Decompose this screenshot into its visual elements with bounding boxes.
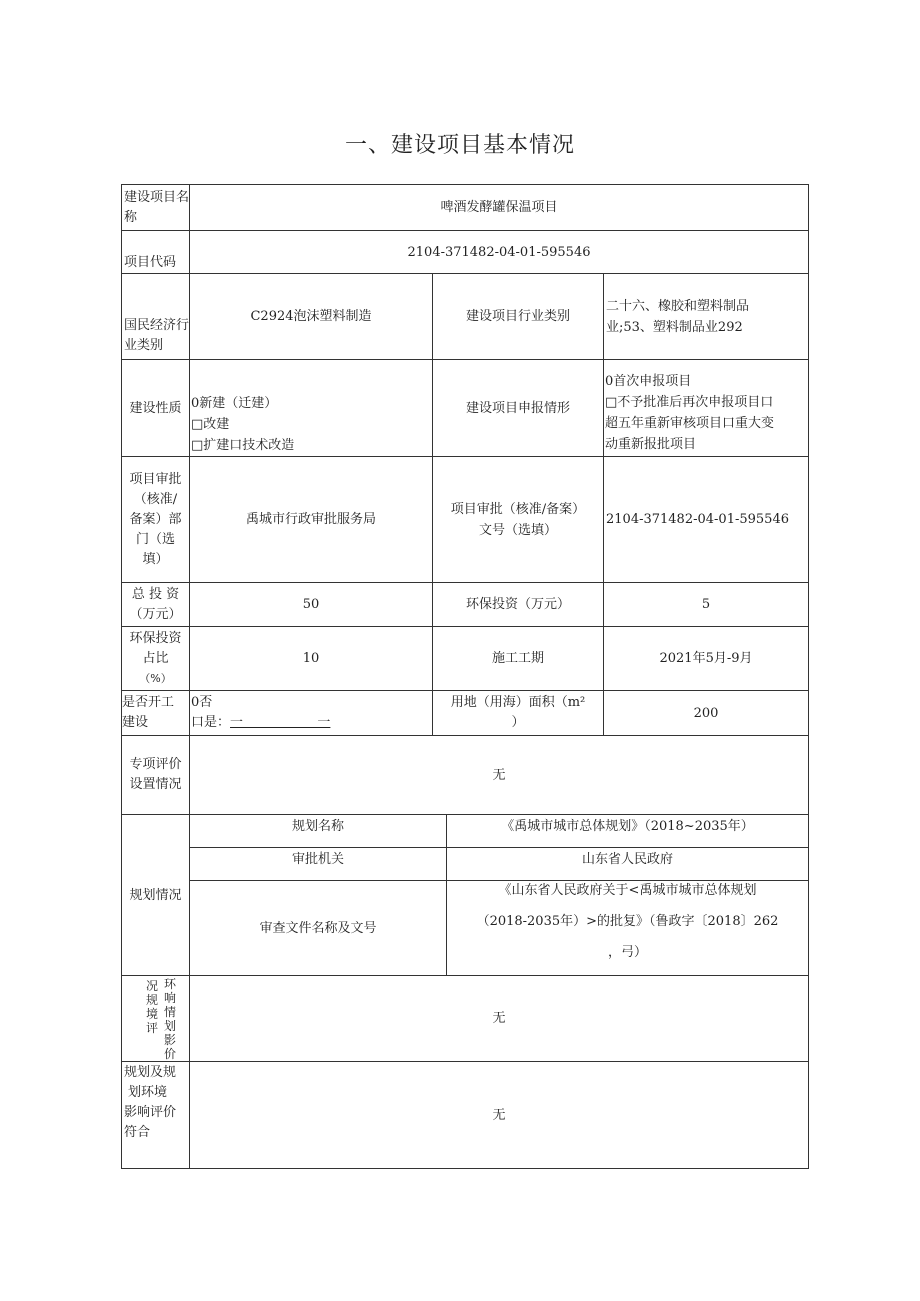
nature-options — [190, 393, 432, 456]
industry-category-value — [604, 274, 808, 359]
review-doc-value — [447, 881, 808, 975]
nature-option-expand: □扩建口技术改造 — [191, 438, 295, 453]
nature-option-rebuild: □改建 — [191, 417, 230, 432]
started-date-blank: 一 一 — [230, 715, 331, 730]
declare-line: 0首次申报项目 — [605, 374, 692, 389]
env-investment-label: 环保投资（万元） — [465, 597, 570, 612]
declare-line: 动重新报批项目 — [605, 437, 697, 452]
review-doc-line: （2018-2035年）>的批复》（鲁政字〔2018〕262 — [476, 914, 779, 929]
approval-dept-label: 项目审批 （核准/ 备案）部 门（选 填） — [129, 471, 182, 567]
land-area-value: 200 — [693, 705, 719, 721]
land-area-label: 用地（用海）面积（m² ） — [450, 695, 586, 730]
conformity-value: 无 — [492, 1107, 506, 1123]
started-options — [190, 693, 432, 735]
approval-dept-value: 禹城市行政审批服务局 — [245, 512, 376, 527]
project-code-label: 项目代码 — [124, 255, 177, 270]
review-doc-line: ，弓） — [607, 945, 647, 960]
total-investment-value: 50 — [302, 597, 320, 612]
page-title: 一、建设项目基本情况 — [344, 133, 575, 158]
project-name-value: 啤酒发酵罐保温项目 — [440, 200, 558, 215]
env-ratio-label: 环保投资 占比 （%） — [129, 630, 182, 685]
industry-category-label: 建设项目行业类别 — [465, 309, 570, 324]
construction-period-value: 2021年5月-9月 — [659, 651, 753, 666]
declare-label: 建设项目申报情形 — [465, 400, 570, 416]
industry-category-line: 二十六、橡胶和塑料制品 — [606, 298, 750, 314]
industry-label: 国民经济行业类别 — [124, 318, 190, 353]
started-label: 是否开工 建设 — [122, 695, 175, 730]
industry-value: C2924泡沫塑料制造 — [250, 309, 372, 324]
env-investment-value: 5 — [701, 597, 711, 612]
special-eval-value: 无 — [492, 767, 506, 783]
plan-env-label-col: 况 规 境 评 — [146, 979, 159, 1035]
plan-env-value: 无 — [492, 1011, 506, 1026]
plan-env-label — [146, 977, 190, 1061]
rule — [808, 184, 809, 1169]
planning-label: 规划情况 — [129, 887, 182, 903]
special-eval-label: 专项评价 设置情况 — [129, 757, 182, 792]
nature-label: 建设性质 — [129, 400, 182, 416]
review-doc-line: 《山东省人民政府关于<禹城市城市总体规划 — [498, 883, 757, 898]
construction-period-label: 施工工期 — [491, 651, 544, 666]
review-doc-label: 审查文件名称及文号 — [259, 920, 377, 936]
declare-options — [604, 371, 808, 455]
env-ratio-value: 10 — [302, 651, 320, 666]
plan-env-label-col: 环 响 情 划 影 价 — [164, 977, 177, 1061]
started-option-yes: 口是：一 一 — [191, 715, 331, 730]
planning-name-value: 《禹城市城市总体规划》（2018~2035年） — [501, 818, 754, 834]
nature-option-new: 0新建（迁建） — [191, 396, 278, 411]
total-investment-label: 总 投 资 （万元） — [129, 586, 182, 622]
project-code-value: 2104-371482-04-01-595546 — [407, 244, 591, 260]
planning-name-label: 规划名称 — [291, 818, 344, 834]
approval-doc-value: 2104-371482-04-01-595546 — [606, 512, 789, 527]
rule — [121, 1168, 809, 1169]
approval-org-value: 山东省人民政府 — [581, 851, 673, 867]
conformity-label: 规划及规 划环境 影响评价 符合 — [124, 1065, 177, 1140]
project-name-label: 建设项目名称 — [124, 189, 190, 225]
declare-line: 超五年重新审核项目口重大变 — [605, 416, 775, 431]
declare-line: □不予批准后再次申报项目口 — [605, 395, 774, 410]
approval-org-label: 审批机关 — [291, 851, 344, 867]
started-option-no: 0否 — [191, 695, 213, 710]
approval-doc-label: 项目审批（核准/备案） 文号（选填） — [450, 501, 586, 538]
industry-category-line: 业;53、塑料制品业292 — [606, 319, 743, 335]
